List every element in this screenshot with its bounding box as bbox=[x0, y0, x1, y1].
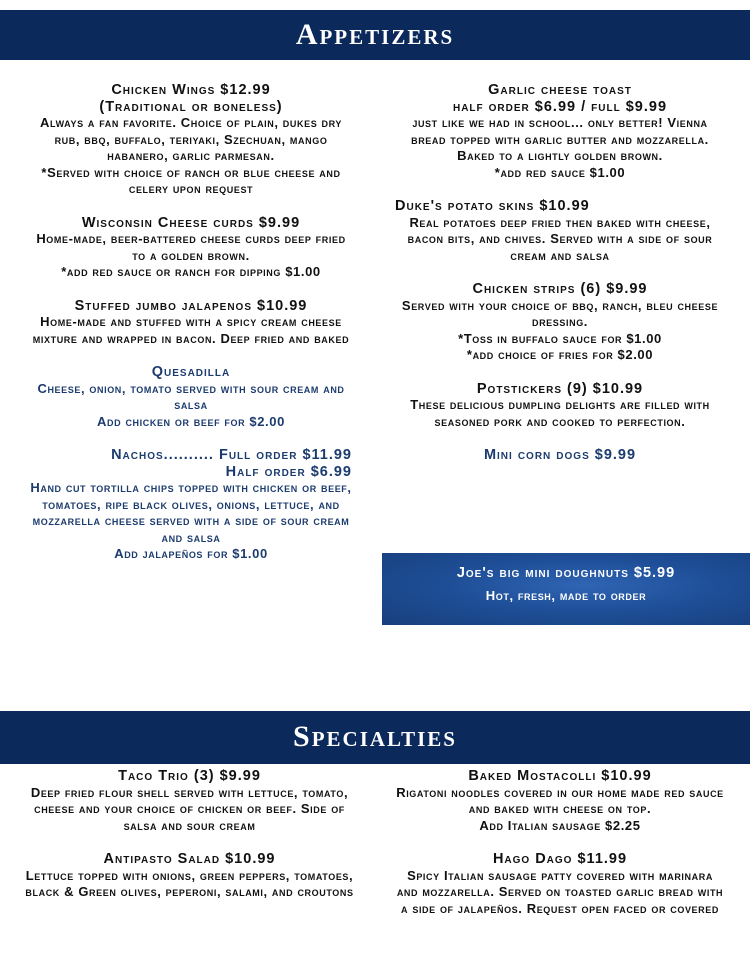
appetizers-right-column bbox=[395, 82, 725, 481]
menu-item-cheese-curds bbox=[30, 215, 352, 281]
item-description: Deep fried flour shell served with lettuce, tomato, cheese and your choice of chicken or beef. Side of salsa and sour cream bbox=[30, 784, 349, 833]
item-title: Potstickers (9) $10.99 bbox=[476, 380, 644, 397]
promo-subtitle: Hot, fresh, made to order bbox=[485, 587, 647, 603]
specialties-right-column bbox=[395, 768, 725, 934]
item-title: Garlic cheese toast bbox=[488, 82, 632, 98]
menu-item-garlic-toast bbox=[395, 82, 725, 181]
menu-item-nachos bbox=[30, 447, 352, 563]
appetizers-banner bbox=[0, 10, 750, 60]
menu-item-baked-mostacolli bbox=[395, 768, 725, 834]
item-title: Wisconsin Cheese curds $9.99 bbox=[81, 214, 301, 231]
specialties-heading: Specialties bbox=[293, 720, 457, 754]
menu-item-mini-corn-dogs bbox=[395, 447, 725, 464]
item-title: Nachos.......... Full order $11.99 bbox=[111, 447, 352, 463]
specialties-left-column bbox=[22, 768, 357, 918]
menu-item-jalapenos bbox=[30, 298, 352, 348]
item-title: Baked Mostacolli $10.99 bbox=[468, 768, 652, 784]
item-title: Taco Trio (3) $9.99 bbox=[118, 768, 261, 784]
item-title: Duke's potato skins $10.99 bbox=[395, 198, 590, 214]
item-note: Add Italian sausage $2.25 bbox=[479, 817, 641, 833]
item-note: *Toss in buffalo sauce for $1.00 bbox=[458, 330, 662, 346]
item-subtitle: (Traditional or boneless) bbox=[99, 98, 283, 115]
item-subtitle: half order $6.99 / full $9.99 bbox=[452, 98, 668, 115]
item-title: Chicken Wings $12.99 bbox=[111, 82, 271, 98]
item-description: Cheese, onion, tomato served with sour cream and salsa bbox=[37, 380, 345, 412]
menu-item-potato-skins bbox=[395, 198, 725, 264]
item-note: *add choice of fries for $2.00 bbox=[466, 347, 654, 362]
item-description: Lettuce topped with onions, green peppers, tomatoes, black & Green olives, peperoni, salami, and croutons bbox=[25, 867, 354, 899]
menu-item-quesadilla bbox=[30, 364, 352, 430]
item-title: Chicken strips (6) $9.99 bbox=[472, 281, 648, 297]
menu-item-chicken-wings bbox=[30, 82, 352, 198]
menu-item-hago-dago bbox=[395, 851, 725, 917]
item-description: Home-made and stuffed with a spicy cream cheese mixture and wrapped in bacon. Deep fried and baked bbox=[32, 314, 350, 346]
item-title: Quesadilla bbox=[151, 364, 231, 380]
item-description: just like we had in school... only better! Vienna bread topped with garlic butter and mozzarella. Baked to a lightly golden brown. bbox=[411, 115, 709, 163]
item-description: Home-made, beer-battered cheese curds deep fried to a golden brown. bbox=[36, 231, 346, 263]
item-note: *add red sauce or ranch for dipping $1.00 bbox=[61, 264, 321, 279]
item-title: Mini corn dogs $9.99 bbox=[483, 447, 637, 463]
menu-item-taco-trio bbox=[22, 768, 357, 834]
item-title-half: Half order $6.99 bbox=[225, 463, 352, 480]
menu-item-potstickers bbox=[395, 381, 725, 431]
item-description: These delicious dumpling delights are filled with seasoned pork and cooked to perfection. bbox=[410, 397, 710, 429]
item-description: Real potatoes deep fried then baked with cheese, bacon bits, and chives. Served with a side of sour cream and salsa bbox=[407, 214, 713, 263]
item-description: Rigatoni noodles covered in our home made red sauce and baked with cheese on top. bbox=[396, 784, 724, 816]
promo-title: Joe's big mini doughnuts $5.99 bbox=[456, 565, 676, 581]
appetizers-heading: Appetizers bbox=[295, 17, 455, 51]
appetizers-left-column bbox=[30, 82, 352, 580]
item-note: Add chicken or beef for $2.00 bbox=[97, 413, 285, 429]
doughnuts-promo-box bbox=[382, 553, 750, 625]
menu-item-chicken-strips bbox=[395, 281, 725, 364]
menu-item-antipasto-salad bbox=[22, 851, 357, 901]
item-description: Spicy Italian sausage patty covered with marinara and mozzarella. Served on toasted garlic bread with a side of jalapeños. Request open faced or covered bbox=[396, 867, 724, 916]
specialties-banner bbox=[0, 711, 750, 764]
item-note: *add red sauce $1.00 bbox=[494, 164, 626, 180]
item-description: Served with your choice of bbq, ranch, bleu cheese dressing. bbox=[401, 297, 719, 329]
item-description: Hand cut tortilla chips topped with chicken or beef, tomatoes, ripe black olives, onions, lettuce, and mozzarella cheese served with a side of sour cream and salsa bbox=[30, 480, 352, 545]
item-title: Stuffed jumbo jalapenos $10.99 bbox=[74, 297, 308, 314]
item-title: Hago Dago $11.99 bbox=[492, 851, 628, 867]
item-note: *Served with choice of ranch or blue cheese and celery upon request bbox=[41, 164, 341, 196]
item-description: Always a fan favorite. Choice of plain, dukes dry rub, bbq, buffalo, teriyaki, Szechuan, mango habanero, garlic parmesan. bbox=[40, 115, 342, 163]
item-note: Add jalapeños for $1.00 bbox=[114, 546, 268, 561]
item-title: Antipasto Salad $10.99 bbox=[103, 851, 276, 867]
